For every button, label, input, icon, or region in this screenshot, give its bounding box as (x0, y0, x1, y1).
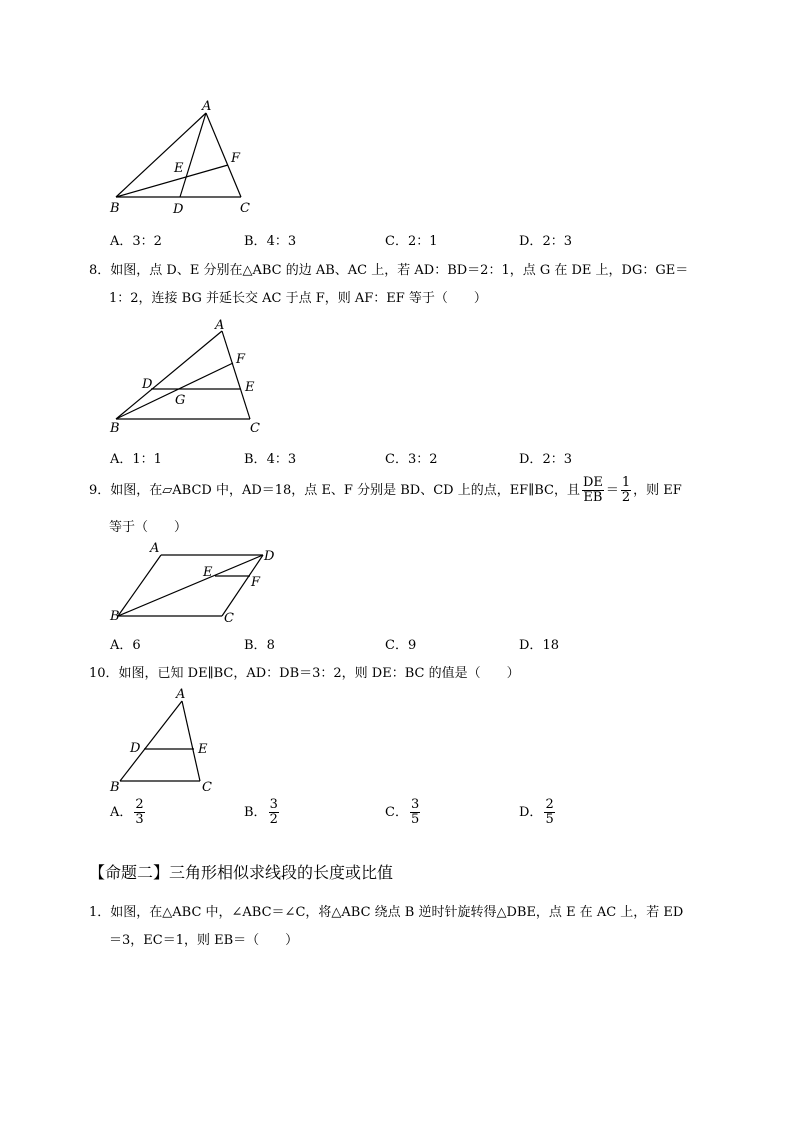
q10-label-c: C (202, 780, 212, 795)
frac-denominator: 5 (410, 812, 420, 827)
q9-label-a: A (150, 541, 160, 556)
q7-label-b: B (110, 201, 120, 216)
q9-option-c[interactable] (385, 634, 416, 653)
option-value: 4：3 (266, 452, 297, 467)
q10-option-c[interactable] (385, 798, 422, 827)
option-key: C． (385, 638, 408, 653)
q8-option-d[interactable] (519, 448, 572, 467)
q8-text-line1: 8．如图，点 D、E 分别在△ABC 的边 AB、AC 上，若 AD：BD＝2：1，点 G 在 DE 上，DG：GE＝ (89, 263, 689, 278)
q9-option-a[interactable] (110, 634, 141, 653)
q9-text-pre: 9．如图，在▱ABCD 中，AD＝18，点 E、F 分别是 BD、CD 上的点，EF∥BC，且 (89, 483, 580, 498)
p1-text-line2: ＝3，EC＝1，则 EB＝（ ） (109, 933, 299, 948)
q10-side-ac (182, 701, 200, 781)
option-value: 1：1 (132, 452, 162, 467)
option-key: A． (110, 638, 133, 653)
option-key: A． (110, 234, 133, 249)
option-value: 6 (132, 638, 141, 653)
q7-option-d[interactable] (519, 230, 572, 249)
option-fraction (544, 798, 554, 827)
q8-figure (100, 315, 270, 437)
q8-label-e: E (245, 380, 255, 395)
q8-label-d: D (142, 377, 153, 392)
q9-label-b: B (110, 609, 120, 624)
option-key: A． (110, 805, 133, 820)
q9-equals: ＝ (605, 483, 619, 498)
q8-label-f: F (236, 352, 246, 367)
q8-option-c[interactable] (385, 448, 438, 467)
option-value: 4：3 (266, 234, 297, 249)
option-value: 2：1 (407, 234, 438, 249)
option-key: C． (385, 452, 408, 467)
frac-numerator: 2 (545, 797, 554, 812)
q8-side-ab (116, 331, 222, 419)
option-key: B． (244, 638, 267, 653)
option-fraction (269, 798, 279, 827)
frac-denominator: 3 (135, 812, 144, 827)
frac-denominator: EB (583, 490, 603, 505)
q9-fraction-half (621, 476, 631, 505)
q8-label-b: B (110, 421, 120, 436)
option-key: B． (244, 805, 267, 820)
option-value: 2：3 (542, 234, 572, 249)
q7-figure (100, 95, 270, 220)
option-key: B． (244, 452, 267, 467)
q10-option-d[interactable] (519, 798, 557, 827)
option-value: 3：2 (132, 234, 162, 249)
q8-label-c: C (250, 421, 260, 436)
frac-numerator: 2 (135, 797, 144, 812)
q7-label-d: D (173, 202, 184, 217)
q10-label-a: A (176, 687, 186, 702)
option-value: 18 (542, 638, 559, 653)
q7-label-c: C (240, 201, 250, 216)
option-key: A． (110, 452, 133, 467)
q8-option-b[interactable] (244, 448, 296, 467)
section-title: 【命题二】三角形相似求线段的长度或比值 (89, 863, 394, 882)
frac-numerator: 1 (621, 475, 631, 490)
option-key: C． (385, 234, 408, 249)
option-value: 3：2 (407, 452, 438, 467)
frac-denominator: 5 (545, 812, 554, 827)
q9-label-f: F (251, 575, 261, 590)
q7-option-a[interactable] (110, 230, 162, 249)
q9-text-post: ，则 EF (633, 483, 682, 498)
q9-option-d[interactable] (519, 634, 559, 653)
option-fraction (410, 798, 420, 827)
frac-denominator: 2 (621, 490, 631, 505)
q10-label-d: D (130, 741, 141, 756)
q7-label-f: F (231, 151, 241, 166)
q9-option-b[interactable] (244, 634, 275, 653)
frac-numerator: 3 (410, 797, 420, 812)
q9-label-e: E (203, 565, 213, 580)
option-key: C． (385, 805, 408, 820)
q10-figure (100, 685, 230, 797)
q8-text-line2: 1：2，连接 BG 并延长交 AC 于点 F，则 AF：EF 等于（ ） (109, 291, 487, 306)
q7-label-e: E (174, 161, 184, 176)
q8-side-ac (222, 331, 250, 419)
option-value: 9 (407, 638, 417, 653)
q10-option-b[interactable] (244, 798, 281, 827)
q7-option-b[interactable] (244, 230, 296, 249)
q9-figure (100, 540, 300, 628)
frac-numerator: DE (582, 475, 603, 490)
frac-denominator: 2 (269, 812, 278, 827)
q8-option-a[interactable] (110, 448, 162, 467)
q10-text-line1: 10．如图，已知 DE∥BC，AD：DB＝3：2，则 DE：BC 的值是（ ） (89, 666, 520, 681)
q8-label-a: A (215, 318, 225, 333)
q10-label-e: E (198, 742, 208, 757)
q9-label-d: D (264, 549, 275, 564)
option-key: B． (244, 234, 267, 249)
q8-segment-bf (116, 363, 233, 419)
frac-numerator: 3 (269, 797, 278, 812)
q7-label-a: A (202, 99, 212, 114)
option-value: 8 (266, 638, 275, 653)
q9-label-c: C (224, 611, 234, 626)
q7-option-c[interactable] (385, 230, 438, 249)
p1-text-line1: 1．如图，在△ABC 中，∠ABC＝∠C，将△ABC 绕点 B 逆时针旋转得△DBE，点 E 在 AC 上，若 ED (89, 905, 684, 920)
option-key: D． (519, 234, 543, 249)
q9-text-line1 (89, 476, 682, 506)
q10-option-a[interactable] (110, 798, 147, 827)
option-value: 2：3 (542, 452, 572, 467)
option-key: D． (519, 638, 543, 653)
q8-label-g: G (175, 393, 186, 408)
option-key: D． (519, 452, 543, 467)
q10-label-b: B (110, 780, 120, 795)
option-key: D． (519, 805, 543, 820)
q9-text-line2: 等于（ ） (109, 520, 188, 535)
q9-fraction-de-eb (582, 476, 604, 505)
option-fraction (134, 798, 144, 827)
